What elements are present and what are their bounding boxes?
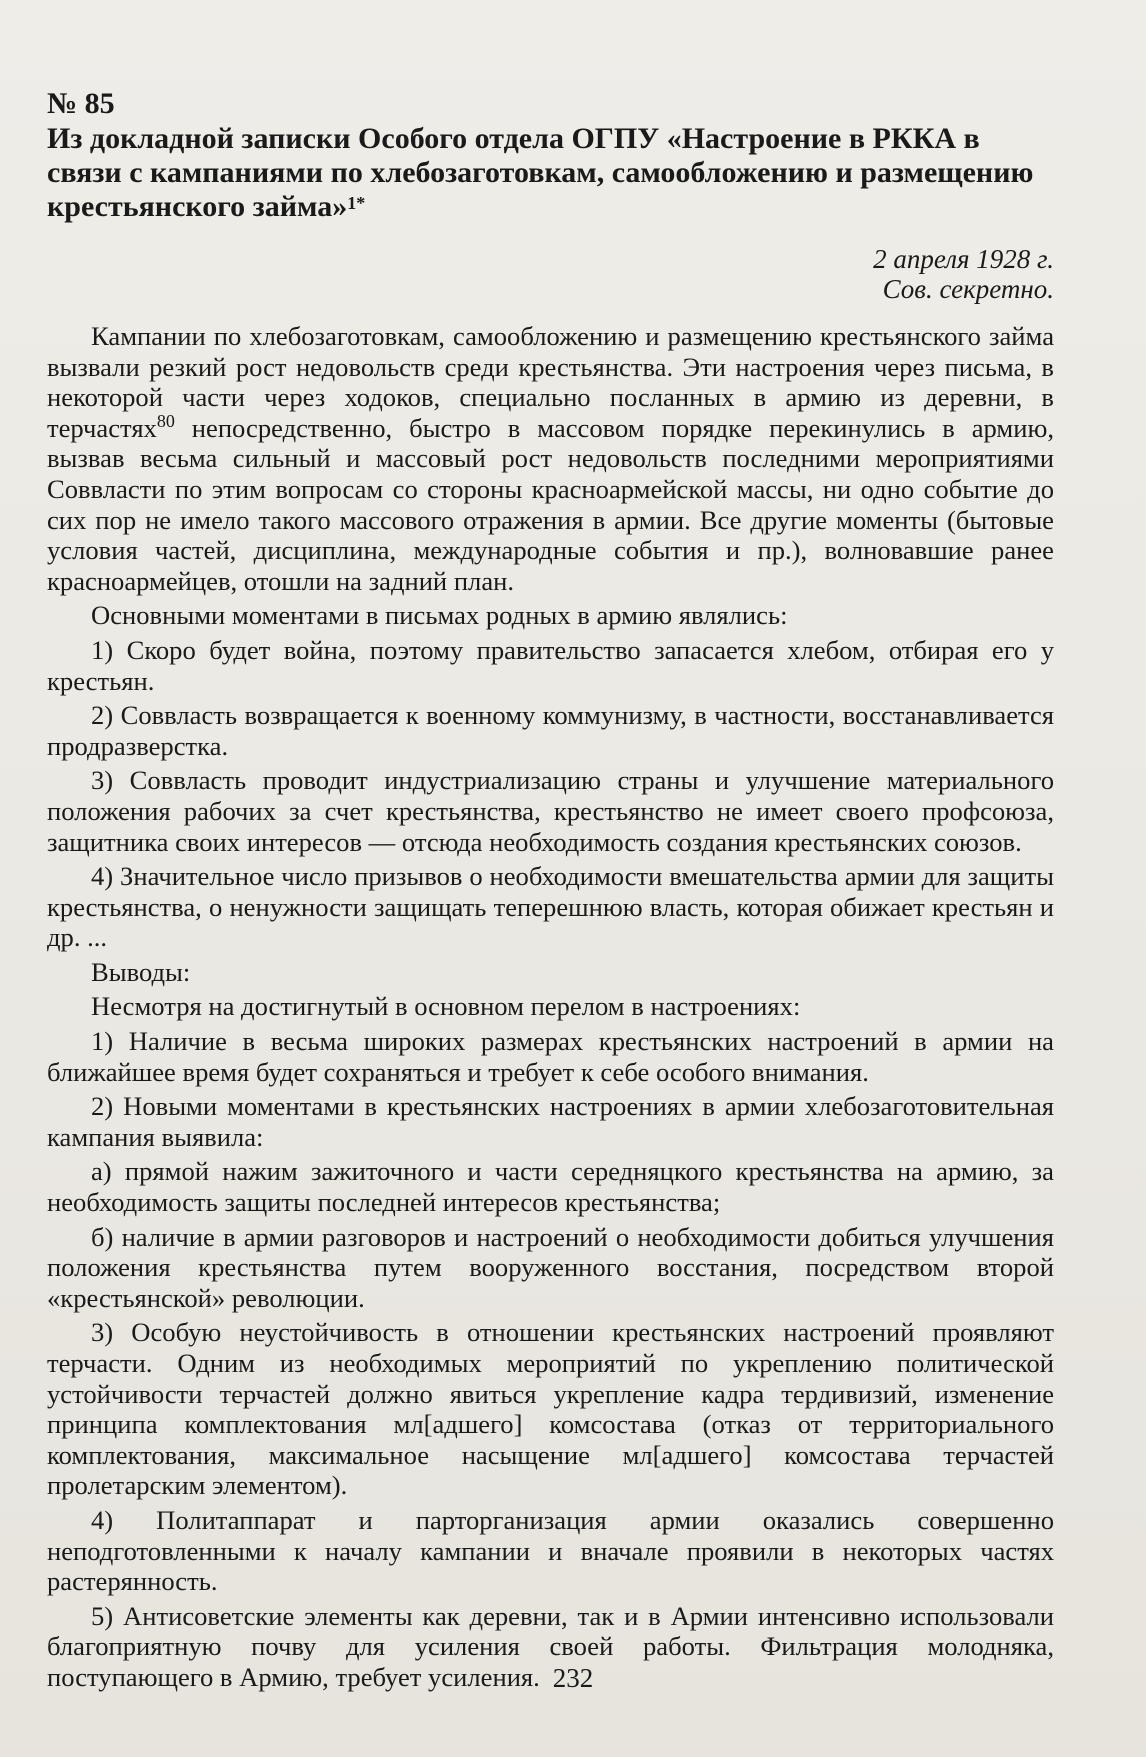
list-item: 1) Наличие в весьма широких размерах крестьянских настроений в армии на ближайшее время будет сохраняться и требует к себе особого внимания. (47, 1026, 1054, 1087)
classification-stamp: Сов. секретно. (882, 274, 1054, 304)
page-number: 232 (552, 1663, 594, 1693)
list-item: 3) Особую неустойчивость в отношении крестьянских настроений проявляют терчасти. Одним из необходимых мероприятий по укреплению политической устойчивости терчастей должно явиться укрепление кадра тердивизий, изменение принципа комплектования мл[адшего] комсостава (отказ от территориального комплектования, максимальное насыщение мл[адшего] комсостава терчастей пролетарским элементом). (47, 1317, 1054, 1501)
list-item: а) прямой нажим зажиточного и части середняцкого крестьянства на армию, за необходимость защиты последней интересов крестьянства; (47, 1156, 1054, 1218)
paragraph-text: Кампании по хлебозаготовкам, самообложению и размещению крестьянского займа вызвали резкий рост недовольств среди крестьянства. Эти настроения через письма, в некоторой части через ходоков, специально посланных в армию из деревни, в терчастях (47, 321, 1054, 443)
date-block (47, 244, 1054, 304)
body-text (47, 321, 1054, 1693)
document (47, 86, 1054, 1697)
list-item: 4) Значительное число призывов о необходимости вмешательства армии для защиты крестьянства, о ненужности защищать теперешнюю власть, которая обижает крестьян и др. ... (47, 861, 1054, 953)
title-footnote-marker: 1* (347, 193, 366, 213)
document-title-text: Из докладной записки Особого отдела ОГПУ «Настроение в РККА в связи с кампаниями по хлебозаготовкам, самообложению и размещению крестьянского займа» (47, 122, 1034, 223)
list-item: 1) Скоро будет война, поэтому правительство запасается хлебом, отбирая его у крестьян. (47, 634, 1054, 696)
document-title (47, 122, 1054, 224)
list-item: 2) Соввласть возвращается к военному коммунизму, в частности, восстанавливается продразверстка. (47, 700, 1054, 761)
list-item: 5) Антисоветские элементы как деревни, так и в Армии интенсивно использовали благоприятную почву для усиления своей работы. Фильтрация молодняка, поступающего в Армию, требует усиления. (47, 1600, 1054, 1692)
paragraph: Основными моментами в письмах родных в армию являлись: (91, 600, 788, 631)
document-date: 2 апреля 1928 г. (873, 244, 1054, 274)
document-number: № 85 (47, 87, 115, 120)
list-item: 3) Соввласть проводит индустриализацию страны и улучшение материального положения рабочих за счет крестьянства, крестьянство не имеет своего профсоюза, защитника своих интересов — отсюда необходимость создания крестьянских союзов. (47, 765, 1054, 857)
paragraph: Несмотря на достигнутый в основном перелом в настроениях: (91, 991, 801, 1022)
list-item: 4) Политаппарат и парторганизация армии оказались совершенно неподготовленными к началу кампании и вначале проявили в некоторых частях растерянность. (47, 1504, 1054, 1597)
paragraph-text: непосредственно, быстро в массовом порядке перекинулись в армию, вызвав весьма сильный и массовый рост недовольств последними мероприятиями Соввласти по этим вопросам со стороны красноармейской массы, ни одно событие до сих пор не имело такого массового отражения в армии. Все другие моменты (бытовые условия частей, дисциплина, международные события и пр.), волновавшие ранее красноармейцев, отошли на задний план. (47, 412, 1054, 596)
list-item: б) наличие в армии разговоров и настроений о необходимости добиться улучшения положения крестьянства путем вооруженного восстания, посредством второй «крестьянской» революции. (47, 1221, 1054, 1313)
section-heading: Выводы: (91, 956, 191, 987)
footnote-marker: 80 (156, 410, 175, 431)
list-item: 2) Новыми моментами в крестьянских настроениях в армии хлебозаготовительная кампания выявила: (47, 1091, 1054, 1152)
paragraph (47, 321, 1054, 596)
